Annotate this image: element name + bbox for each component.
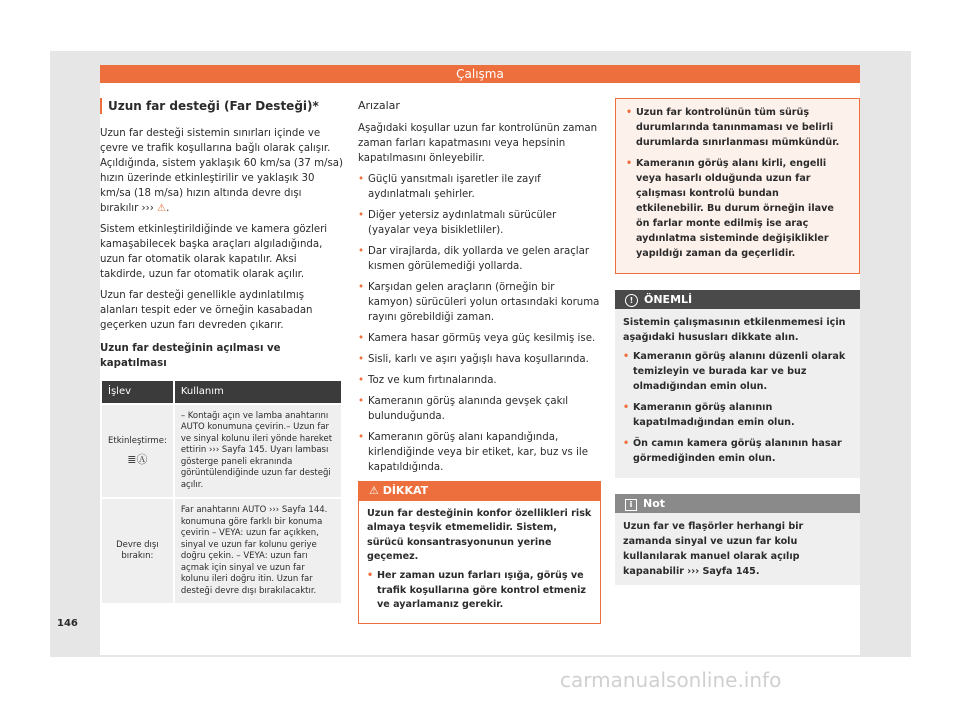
high-beam-assist-icon: ≣Ⓐ	[127, 452, 148, 466]
list-item: • Kameranın görüş alanı kapandığında, kirlendiğinde veya bir etiket, kar, buz vs ile kapatıldığında.	[358, 430, 601, 475]
important-header: ! ÖNEMLİ	[615, 290, 860, 309]
info-circle-icon: !	[625, 294, 638, 307]
warning-triangle-icon: ⚠	[157, 203, 167, 214]
info-icon: i	[625, 499, 637, 511]
list-item: • Kamera hasar görmüş veya güç kesilmiş ise.	[358, 331, 601, 346]
heading-faults: Arızalar	[358, 99, 400, 112]
paragraph: Sistem etkinleştirildiğinde ve kamera gözleri kamaşabilecek başka araçları algıladığında, uzun far otomatik olarak kapatılır. Aksi takdirde, uzun far otomatik olarak açılır.	[100, 224, 328, 280]
table-row	[102, 405, 341, 498]
table-row	[102, 499, 341, 603]
warning-text: Uzun far desteğinin konfor özellikleri risk almaya teşvik etmemelidir. Sistem, sürücü konsantrasyonunun yerine geçemez.	[367, 507, 592, 563]
column-right	[615, 98, 860, 585]
warning-triangle-icon: ⚠	[369, 484, 383, 497]
list-item: • Güçlü yansıtmalı işaretler ile zayıf aydınlatmalı şehirler.	[358, 172, 601, 202]
column-middle	[358, 98, 601, 624]
important-box	[615, 290, 860, 478]
note-text: Uzun far ve flaşörler herhangi bir zamanda sinyal ve uzun far kolu kullanılarak manuel olarak açılıp kapanabilir ››› Sayfa 145.	[623, 521, 804, 577]
list-item: • Sisli, karlı ve aşırı yağışlı hava koşullarında.	[358, 352, 601, 367]
list-item: • Kameranın görüş alanında gevşek çakıl bulunduğunda.	[358, 394, 601, 424]
paragraph: Uzun far desteği sistemin sınırları içinde ve çevre ve trafik koşullarına bağlı olarak çalışır. Açıldığında, sistem yaklaşık 60 km/sa (37 m/sa) hızın üzerinde etkinleştirilir ve yaklaşık 30 km/sa (18 m/sa) hızın altında devre dışı bırakılır ››› ⚠.	[100, 128, 343, 214]
section-title: Uzun far desteği (Far Desteği)*	[100, 98, 343, 114]
list-item: • Kameranın görüş alanını düzenli olarak temizleyin ve burada kar ve buz olmadığından emin olun.	[623, 349, 852, 394]
subheading: Uzun far desteğinin açılması ve kapatılması	[100, 343, 281, 369]
warning-continuation-box	[615, 98, 860, 274]
list-item: • Toz ve kum fırtınalarında.	[358, 373, 601, 388]
chapter-header: Çalışma	[100, 65, 860, 83]
table-cell: Far anahtarını AUTO ››› Sayfa 144. konumuna göre farklı bir konuma çevirin – VEYA: uzun far açıkken, sinyal ve uzun far kolunu geriye doğru çekin. – VEYA: uzun farı açmak için sinyal ve uzun far kolunu ileri doğru itin. Uzun far desteği devre dışı bırakılacaktır.	[175, 499, 341, 603]
operation-table	[100, 379, 343, 605]
list-item: • Kameranın görüş alanı kirli, engelli veya hasarlı olduğunda uzun far çalışması kontrolü bundan etkilenebilir. Bu durum örneğin ilave ön farlar monte edilmiş ise araç aydınlatma sisteminde değişiklikler yapıldığı zaman da geçerlidir.	[626, 156, 849, 261]
note-header: i Not	[615, 494, 860, 513]
paragraph: Uzun far desteği genellikle aydınlatılmış alanları tespit eder ve örneğin kasabadan geçerken uzun farı devreden çıkarır.	[100, 290, 313, 331]
page-number: 146	[57, 618, 78, 629]
warning-box	[358, 481, 601, 624]
table-cell: Devre dışı bırakın:	[102, 499, 173, 603]
list-item: • Karşıdan gelen araçların (örneğin bir kamyon) sürücüleri yolun ortasındaki koruma rayını görebildiği zaman.	[358, 280, 601, 325]
table-cell: Etkinleştirme: ≣Ⓐ	[102, 405, 173, 498]
table-cell: – Kontağı açın ve lamba anahtarını AUTO konumuna çevirin.– Uzun far ve sinyal kolunu ileri yönde hareket ettirin ››› Sayfa 145. Uyarı lambası gösterge paneli ekranında görüntülendiğinde uzun far desteği açılır.	[175, 405, 341, 498]
table-header: İşlev	[102, 381, 173, 403]
list-item: • Dar virajlarda, dik yollarda ve gelen araçlar kısmen görülemediği yollarda.	[358, 244, 601, 274]
table-header: Kullanım	[175, 381, 341, 403]
list-item: • Uzun far kontrolünün tüm sürüş durumlarında tanınmaması ve belirli durumlarda sınırlanması mümkündür.	[626, 105, 849, 150]
warning-header: ⚠ DİKKAT	[359, 482, 600, 501]
column-left	[100, 98, 343, 605]
list-item: • Ön camın kamera görüş alanının hasar görmediğinden emin olun.	[623, 436, 852, 466]
important-intro: Sistemin çalışmasının etkilenmemesi için aşağıdaki hususları dikkate alın.	[623, 317, 846, 343]
paragraph: Aşağıdaki koşullar uzun far kontrolünün zaman zaman farları kapatmasını veya hepsinin kapatılmasını önleyebilir.	[358, 123, 598, 164]
list-item: • Kameranın görüş alanının kapatılmadığından emin olun.	[623, 400, 852, 430]
list-item: • Diğer yetersiz aydınlatmalı sürücüler (yayalar veya bisikletliler).	[358, 208, 601, 238]
note-box	[615, 494, 860, 585]
list-item: • Her zaman uzun farları ışığa, görüş ve trafik koşullarına göre kontrol etmeniz ve ayarlamanız gerekir.	[367, 569, 592, 613]
watermark: carmanualsonline.info	[560, 668, 782, 692]
